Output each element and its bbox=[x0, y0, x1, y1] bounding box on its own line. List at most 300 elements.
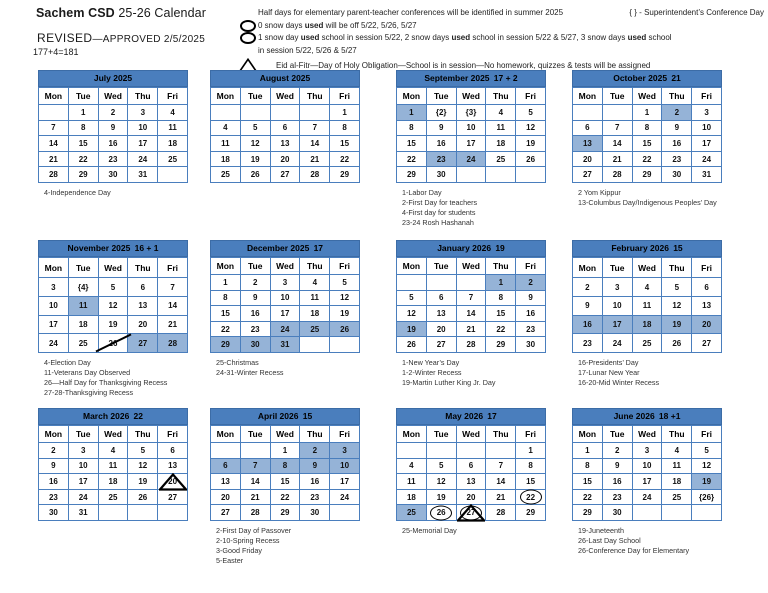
calendar-cell: 14 bbox=[456, 306, 486, 322]
calendar-cell: 18 bbox=[397, 489, 427, 505]
day-header: Fri bbox=[692, 258, 722, 278]
calendar-cell: 23 bbox=[300, 489, 330, 505]
calendar-cell: 24 bbox=[128, 151, 158, 167]
calendar-cell: 16 bbox=[39, 474, 69, 490]
legend-row bbox=[240, 45, 764, 58]
day-header: Fri bbox=[158, 88, 188, 105]
calendar-cell: 10 bbox=[330, 458, 360, 474]
day-count: 177+4=181 bbox=[33, 47, 79, 57]
calendar-cell: 8 bbox=[632, 120, 662, 136]
calendar-cell: 12 bbox=[662, 297, 692, 316]
month-table bbox=[572, 425, 722, 521]
legend-halfday-text: Half days for elementary parent-teacher conferences will be identified in summer 2025 bbox=[258, 8, 564, 17]
calendar-cell-empty bbox=[692, 505, 722, 521]
calendar-cell-empty bbox=[300, 337, 330, 353]
calendar-cell: 29 bbox=[632, 167, 662, 183]
calendar-cell: 5 bbox=[426, 458, 456, 474]
oval-icon bbox=[240, 20, 258, 32]
day-header: Thu bbox=[486, 88, 516, 105]
calendar-cell: 28 bbox=[456, 337, 486, 353]
day-header: Wed bbox=[456, 258, 486, 275]
calendar-cell: 29 bbox=[397, 167, 427, 183]
calendar-cell: 20 bbox=[573, 151, 603, 167]
calendar-cell: 10 bbox=[39, 297, 69, 316]
calendar-cell: 27 bbox=[211, 505, 241, 521]
calendar-cell: 22 bbox=[270, 489, 300, 505]
legend-text: in session 5/22, 5/26 & 5/27 bbox=[258, 45, 357, 55]
calendar-cell: 24 bbox=[602, 334, 632, 353]
calendar-cell: 25 bbox=[158, 151, 188, 167]
calendar-cell: 25 bbox=[300, 321, 330, 337]
month-september-2025 bbox=[396, 70, 546, 228]
calendar-cell: 22 bbox=[632, 151, 662, 167]
calendar-cell: 11 bbox=[397, 474, 427, 490]
day-header: Wed bbox=[632, 88, 662, 105]
day-header: Tue bbox=[68, 258, 98, 278]
calendar-cell: 21 bbox=[456, 321, 486, 337]
calendar-cell: 13 bbox=[573, 136, 603, 152]
month-title: October 2025 21 bbox=[572, 70, 722, 87]
calendar-cell: 9 bbox=[300, 458, 330, 474]
month-table bbox=[38, 257, 188, 353]
month-table bbox=[396, 425, 546, 521]
calendar-cell: 1 bbox=[330, 105, 360, 121]
calendar-cell: 21 bbox=[300, 151, 330, 167]
calendar-cell: 5 bbox=[692, 443, 722, 459]
calendar-cell: 12 bbox=[516, 120, 546, 136]
calendar-cell: 16 bbox=[662, 136, 692, 152]
month-table bbox=[396, 87, 546, 183]
calendar-cell: 6 bbox=[128, 278, 158, 297]
calendar-cell: 22 bbox=[211, 321, 241, 337]
calendar-cell: 24 bbox=[692, 151, 722, 167]
day-header: Tue bbox=[426, 258, 456, 275]
calendar-cell: 28 bbox=[300, 167, 330, 183]
calendar-cell: 9 bbox=[98, 120, 128, 136]
calendar-cell: 25 bbox=[486, 151, 516, 167]
calendar-cell: 9 bbox=[240, 290, 270, 306]
calendar-cell: {4} bbox=[68, 278, 98, 297]
calendar-cell: 19 bbox=[426, 489, 456, 505]
day-header: Thu bbox=[662, 258, 692, 278]
calendar-cell: 11 bbox=[300, 290, 330, 306]
month-title: February 2026 15 bbox=[572, 240, 722, 257]
calendar-cell: 5 bbox=[397, 290, 427, 306]
calendar-cell-empty bbox=[573, 105, 603, 121]
day-header: Thu bbox=[300, 258, 330, 275]
calendar-cell: 25 bbox=[211, 167, 241, 183]
month-june-2026 bbox=[572, 408, 722, 556]
calendar-cell: 15 bbox=[397, 136, 427, 152]
calendar-cell: 10 bbox=[602, 297, 632, 316]
calendar-cell: 17 bbox=[270, 306, 300, 322]
calendar-cell: 22 bbox=[573, 489, 603, 505]
month-table bbox=[38, 425, 188, 521]
calendar-cell: 21 bbox=[39, 151, 69, 167]
month-notes bbox=[396, 188, 542, 228]
note-line: 5-Easter bbox=[216, 555, 244, 565]
day-header: Thu bbox=[300, 88, 330, 105]
calendar-cell: 23 bbox=[602, 489, 632, 505]
legend-halfday-line bbox=[240, 7, 764, 20]
calendar-cell: 28 bbox=[486, 505, 516, 521]
month-title: May 2026 17 bbox=[396, 408, 546, 425]
calendar-cell: 12 bbox=[330, 290, 360, 306]
calendar-cell: 30 bbox=[662, 167, 692, 183]
calendar-cell: 14 bbox=[486, 474, 516, 490]
calendar-cell: 23 bbox=[573, 334, 603, 353]
calendar-cell: 17 bbox=[692, 136, 722, 152]
calendar-cell-empty bbox=[662, 505, 692, 521]
calendar-cell: 19 bbox=[516, 136, 546, 152]
revised-label: REVISED bbox=[37, 31, 93, 45]
oval-icon bbox=[240, 32, 256, 44]
month-november-2025 bbox=[38, 240, 188, 398]
day-header: Thu bbox=[486, 426, 516, 443]
calendar-cell: 27 bbox=[128, 334, 158, 353]
calendar-cell: 23 bbox=[426, 151, 456, 167]
day-header: Mon bbox=[397, 258, 427, 275]
calendar-cell: 2 bbox=[98, 105, 128, 121]
calendar-cell: 20 bbox=[692, 315, 722, 334]
calendar-cell: 14 bbox=[39, 136, 69, 152]
calendar-cell-empty bbox=[330, 505, 360, 521]
note-line: 26-Conference Day for Elementary bbox=[578, 545, 690, 555]
note-line: 26-Last Day School bbox=[578, 535, 641, 545]
legend-text: Eid al-Fitr—Day of Holy Obligation—School is in session—No homework, quizzes & tests will be assigned bbox=[276, 60, 651, 70]
calendar-cell: 9 bbox=[516, 290, 546, 306]
calendar-cell: 24 bbox=[330, 489, 360, 505]
calendar-cell: 27 bbox=[456, 505, 486, 521]
calendar-cell: 29 bbox=[330, 167, 360, 183]
calendar-cell-empty bbox=[632, 505, 662, 521]
calendar-cell: 6 bbox=[573, 120, 603, 136]
calendar-cell: 17 bbox=[68, 474, 98, 490]
calendar-cell: 5 bbox=[240, 120, 270, 136]
calendar-cell: 25 bbox=[98, 489, 128, 505]
month-notes bbox=[572, 526, 718, 556]
month-july-2025 bbox=[38, 70, 188, 198]
day-header: Mon bbox=[39, 426, 69, 443]
calendar-cell: 7 bbox=[456, 290, 486, 306]
calendar-cell: 11 bbox=[158, 120, 188, 136]
note-line: 26—Half Day for Thanksgiving Recess bbox=[44, 377, 168, 387]
month-table bbox=[210, 257, 360, 353]
calendar-cell: 30 bbox=[39, 505, 69, 521]
month-title: June 2026 18 +1 bbox=[572, 408, 722, 425]
calendar-cell: 29 bbox=[516, 505, 546, 521]
day-header: Mon bbox=[397, 88, 427, 105]
day-header: Wed bbox=[456, 88, 486, 105]
calendar-cell: 24 bbox=[270, 321, 300, 337]
calendar-cell: 24 bbox=[632, 489, 662, 505]
calendar-cell: 11 bbox=[662, 458, 692, 474]
calendar-cell-empty bbox=[602, 105, 632, 121]
calendar-cell: 30 bbox=[240, 337, 270, 353]
day-header: Tue bbox=[68, 88, 98, 105]
note-line: 16-Presidents’ Day bbox=[578, 358, 639, 367]
calendar-cell-empty bbox=[158, 167, 188, 183]
note-line: 2-First Day of Passover bbox=[216, 526, 292, 535]
calendar-cell-empty bbox=[158, 505, 188, 521]
calendar-cell: 27 bbox=[692, 334, 722, 353]
calendar-cell: 20 bbox=[270, 151, 300, 167]
month-notes bbox=[572, 188, 718, 208]
calendar-cell: 16 bbox=[426, 136, 456, 152]
day-header: Fri bbox=[330, 426, 360, 443]
calendar-cell: 21 bbox=[602, 151, 632, 167]
calendar-cell: 15 bbox=[270, 474, 300, 490]
calendar-cell-empty bbox=[426, 443, 456, 459]
calendar-cell: 7 bbox=[39, 120, 69, 136]
calendar-cell: 4 bbox=[300, 275, 330, 291]
calendar-cell: 11 bbox=[68, 297, 98, 316]
calendar-cell: 31 bbox=[128, 167, 158, 183]
calendar-cell: 19 bbox=[397, 321, 427, 337]
calendar-cell: 26 bbox=[330, 321, 360, 337]
day-header: Wed bbox=[98, 258, 128, 278]
note-line: 17-Lunar New Year bbox=[578, 367, 640, 377]
calendar-cell: 8 bbox=[397, 120, 427, 136]
note-line: 25-Christmas bbox=[216, 358, 259, 367]
calendar-cell: 28 bbox=[240, 505, 270, 521]
calendar-cell: 17 bbox=[602, 315, 632, 334]
calendar-cell: 8 bbox=[486, 290, 516, 306]
calendar-cell: 24 bbox=[456, 151, 486, 167]
calendar-cell: 10 bbox=[632, 458, 662, 474]
calendar-cell: 17 bbox=[632, 474, 662, 490]
calendar-cell: 6 bbox=[270, 120, 300, 136]
calendar-cell: 29 bbox=[68, 167, 98, 183]
approved-label: —APPROVED 2/5/2025 bbox=[92, 34, 206, 45]
calendar-cell: 16 bbox=[300, 474, 330, 490]
note-line: 2-10-Spring Recess bbox=[216, 535, 280, 545]
calendar-cell: 30 bbox=[98, 167, 128, 183]
month-table bbox=[210, 87, 360, 183]
calendar-cell: 8 bbox=[573, 458, 603, 474]
oval-icon bbox=[240, 32, 258, 44]
calendar-cell: 11 bbox=[486, 120, 516, 136]
day-header: Fri bbox=[516, 426, 546, 443]
day-header: Tue bbox=[426, 88, 456, 105]
calendar-cell: 17 bbox=[128, 136, 158, 152]
calendar-cell: 22 bbox=[68, 151, 98, 167]
calendar-cell: 7 bbox=[486, 458, 516, 474]
day-header: Wed bbox=[98, 426, 128, 443]
note-line: 13-Columbus Day/Indigenous Peoples’ Day bbox=[578, 197, 717, 207]
day-header: Fri bbox=[692, 426, 722, 443]
calendar-cell: 27 bbox=[270, 167, 300, 183]
calendar-cell: 1 bbox=[68, 105, 98, 121]
calendar-cell: 22 bbox=[330, 151, 360, 167]
calendar-cell: 6 bbox=[456, 458, 486, 474]
legend-text: 1 snow day used school in session 5/22, 2 snow days used school in session 5/22 & 5/27, 3 snow days used school bbox=[258, 33, 672, 42]
calendar-cell: 23 bbox=[98, 151, 128, 167]
day-header: Thu bbox=[128, 88, 158, 105]
calendar-cell: 15 bbox=[68, 136, 98, 152]
month-december-2025 bbox=[210, 240, 360, 378]
note-line: 27-28-Thanksgiving Recess bbox=[44, 387, 134, 397]
calendar-cell: 18 bbox=[211, 151, 241, 167]
calendar-cell: 21 bbox=[240, 489, 270, 505]
month-title: March 2026 22 bbox=[38, 408, 188, 425]
calendar-cell: 29 bbox=[211, 337, 241, 353]
month-april-2026 bbox=[210, 408, 360, 566]
calendar-cell: 23 bbox=[39, 489, 69, 505]
calendar-cell: 10 bbox=[128, 120, 158, 136]
calendar-cell-empty bbox=[516, 167, 546, 183]
day-header: Tue bbox=[240, 258, 270, 275]
calendar-cell-empty bbox=[39, 105, 69, 121]
calendar-cell: 14 bbox=[158, 297, 188, 316]
calendar-cell: 17 bbox=[39, 315, 69, 334]
day-header: Tue bbox=[426, 426, 456, 443]
calendar-cell-empty bbox=[270, 105, 300, 121]
calendar-cell: 3 bbox=[602, 278, 632, 297]
calendar-cell: 18 bbox=[300, 306, 330, 322]
month-title: April 2026 15 bbox=[210, 408, 360, 425]
calendar-cell: 2 bbox=[300, 443, 330, 459]
month-table bbox=[38, 87, 188, 183]
month-january-2026 bbox=[396, 240, 546, 388]
calendar-cell: 23 bbox=[240, 321, 270, 337]
calendar-cell-empty bbox=[397, 443, 427, 459]
calendar-cell-empty bbox=[240, 443, 270, 459]
month-august-2025 bbox=[210, 70, 360, 183]
calendar-cell: 13 bbox=[158, 458, 188, 474]
calendar-cell: 24 bbox=[39, 334, 69, 353]
calendar-cell: 13 bbox=[211, 474, 241, 490]
calendar-cell: 7 bbox=[300, 120, 330, 136]
calendar-cell: 22 bbox=[516, 489, 546, 505]
day-header: Wed bbox=[456, 426, 486, 443]
calendar-cell: 17 bbox=[456, 136, 486, 152]
calendar-cell: 3 bbox=[128, 105, 158, 121]
calendar-cell: 28 bbox=[602, 167, 632, 183]
day-header: Thu bbox=[662, 88, 692, 105]
note-line: 2 Yom Kippur bbox=[578, 188, 621, 197]
calendar-cell: 6 bbox=[426, 290, 456, 306]
calendar-cell: 10 bbox=[68, 458, 98, 474]
calendar-cell: 9 bbox=[39, 458, 69, 474]
calendar-cell: 14 bbox=[240, 474, 270, 490]
calendar-cell: 12 bbox=[128, 458, 158, 474]
calendar-cell-empty bbox=[330, 337, 360, 353]
calendar-cell-empty bbox=[128, 505, 158, 521]
note-line: 25-Memorial Day bbox=[402, 526, 457, 535]
calendar-cell: 16 bbox=[98, 136, 128, 152]
calendar-cell: 3 bbox=[692, 105, 722, 121]
calendar-cell: 12 bbox=[426, 474, 456, 490]
note-line: 24-31-Winter Recess bbox=[216, 367, 284, 377]
calendar-cell: 6 bbox=[158, 443, 188, 459]
calendar-cell: 2 bbox=[662, 105, 692, 121]
day-header: Thu bbox=[128, 426, 158, 443]
day-header: Mon bbox=[39, 88, 69, 105]
calendar-cell: 20 bbox=[158, 474, 188, 490]
legend-row bbox=[240, 32, 764, 45]
calendar-cell: 2 bbox=[39, 443, 69, 459]
calendar-cell: 2 bbox=[573, 278, 603, 297]
calendar-cell: 13 bbox=[270, 136, 300, 152]
month-title: September 2025 17 + 2 bbox=[396, 70, 546, 87]
day-header: Fri bbox=[158, 258, 188, 278]
calendar-cell: 16 bbox=[516, 306, 546, 322]
calendar-cell: 8 bbox=[68, 120, 98, 136]
page-title bbox=[36, 6, 206, 20]
day-header: Fri bbox=[330, 88, 360, 105]
day-header: Mon bbox=[211, 426, 241, 443]
calendar-cell: 2 bbox=[516, 275, 546, 291]
calendar-cell: 15 bbox=[211, 306, 241, 322]
day-header: Wed bbox=[98, 88, 128, 105]
calendar-cell: 12 bbox=[240, 136, 270, 152]
calendar-cell: 4 bbox=[211, 120, 241, 136]
calendar-cell: 20 bbox=[128, 315, 158, 334]
calendar-cell: 20 bbox=[456, 489, 486, 505]
calendar-cell: 5 bbox=[662, 278, 692, 297]
day-header: Wed bbox=[270, 258, 300, 275]
day-header: Fri bbox=[516, 258, 546, 275]
calendar-cell: 15 bbox=[516, 474, 546, 490]
month-notes bbox=[396, 526, 542, 536]
calendar-cell: 20 bbox=[211, 489, 241, 505]
calendar-cell: 28 bbox=[39, 167, 69, 183]
calendar-cell: 13 bbox=[128, 297, 158, 316]
calendar-cell: 16 bbox=[573, 315, 603, 334]
calendar-cell: 1 bbox=[211, 275, 241, 291]
month-february-2026 bbox=[572, 240, 722, 388]
calendar-cell: 27 bbox=[426, 337, 456, 353]
calendar-cell: 7 bbox=[240, 458, 270, 474]
calendar-cell: 3 bbox=[632, 443, 662, 459]
calendar-cell: 30 bbox=[602, 505, 632, 521]
calendar-cell: 4 bbox=[662, 443, 692, 459]
note-line: 4-Election Day bbox=[44, 358, 91, 367]
legend-row bbox=[240, 20, 764, 33]
calendar-cell: 8 bbox=[270, 458, 300, 474]
calendar-cell: 10 bbox=[456, 120, 486, 136]
calendar-cell: 27 bbox=[158, 489, 188, 505]
calendar-cell: 4 bbox=[98, 443, 128, 459]
month-notes bbox=[572, 358, 718, 388]
calendar-cell: 11 bbox=[211, 136, 241, 152]
calendar-cell: 31 bbox=[692, 167, 722, 183]
calendar-cell: 12 bbox=[98, 297, 128, 316]
calendar-cell: 29 bbox=[486, 337, 516, 353]
calendar-cell: 5 bbox=[128, 443, 158, 459]
calendar-cell: 23 bbox=[662, 151, 692, 167]
month-notes bbox=[38, 188, 184, 198]
revised-line bbox=[37, 29, 205, 47]
calendar-cell: 4 bbox=[397, 458, 427, 474]
calendar-cell: 25 bbox=[632, 334, 662, 353]
day-header: Mon bbox=[573, 426, 603, 443]
calendar-cell: 9 bbox=[602, 458, 632, 474]
calendar-cell: 18 bbox=[662, 474, 692, 490]
calendar-cell: 18 bbox=[632, 315, 662, 334]
calendar-cell-empty bbox=[486, 167, 516, 183]
calendar-cell: 24 bbox=[68, 489, 98, 505]
calendar-cell: 1 bbox=[270, 443, 300, 459]
calendar-cell: 8 bbox=[211, 290, 241, 306]
calendar-cell: 15 bbox=[573, 474, 603, 490]
calendar-cell: 3 bbox=[68, 443, 98, 459]
oval-icon bbox=[240, 20, 256, 32]
day-header: Thu bbox=[486, 258, 516, 275]
calendar-cell-empty bbox=[98, 505, 128, 521]
calendar-cell-empty bbox=[486, 443, 516, 459]
